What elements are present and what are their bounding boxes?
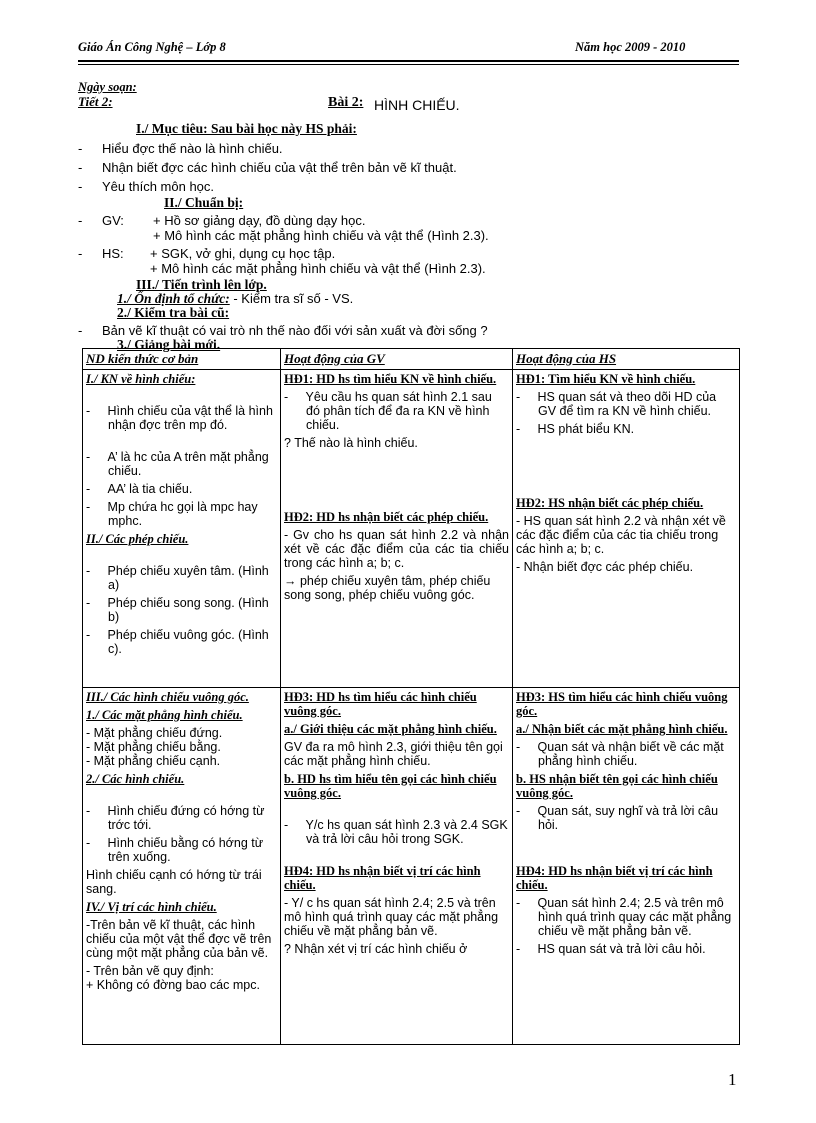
cell-heading: HĐ3: HS tìm hiểu các hình chiếu vuông góc. bbox=[516, 690, 728, 718]
table-row bbox=[83, 688, 740, 1045]
chuan-bi-heading: II./ Chuẩn bị: bbox=[164, 195, 244, 210]
hs-item: + Mô hình các mặt phẳng hình chiếu và vật thể (Hình 2.3). bbox=[150, 261, 486, 276]
hs-row: - HS: + SGK, vở ghi, dụng cụ học tập. bbox=[78, 246, 336, 261]
list-item: - HS quan sát và trả lời câu hỏi. bbox=[516, 942, 706, 956]
cell-heading: HĐ2: HD hs nhận biết các phép chiếu. bbox=[284, 510, 489, 524]
paragraph: GV đa ra mô hình 2.3, giới thiệu tên gọi các mặt phẳng hình chiếu. bbox=[284, 740, 503, 768]
cell-heading: b. HS nhận biết tên gọi các hình chiếu vuông góc. bbox=[516, 772, 718, 800]
header-right: Năm học 2009 - 2010 bbox=[575, 40, 686, 54]
list-item: - Quan sát hình 2.4; 2.5 và trên mô hình quá trình quay các mặt phẳng chiếu về mặt phẳng bản vẽ. bbox=[516, 896, 732, 938]
line-item: - Mặt phẳng chiếu đứng. bbox=[86, 726, 223, 740]
paragraph: - Trên bản vẽ quy định: bbox=[86, 964, 214, 978]
cell-heading: IV./ Vị trí các hình chiếu. bbox=[86, 900, 217, 914]
cell-heading: a./ Nhận biết các mặt phẳng hình chiếu. bbox=[516, 722, 728, 736]
list-item: - Hình chiếu của vật thể là hình nhận đợc trên mp đó. bbox=[86, 404, 273, 432]
kiem-tra-heading: 2./ Kiểm tra bài cũ: bbox=[117, 305, 230, 320]
list-item: - Phép chiếu vuông góc. (Hình c). bbox=[86, 628, 269, 656]
col-header: ND kiến thức cơ bản bbox=[83, 349, 281, 370]
cell-heading: HĐ4: HD hs nhận biết vị trí các hình chiếu. bbox=[284, 864, 481, 892]
cell-heading: I./ KN về hình chiếu: bbox=[86, 372, 196, 386]
gv-item: + Mô hình các mặt phẳng hình chiếu và vật thể (Hình 2.3). bbox=[153, 228, 489, 243]
list-item: - Hình chiếu bằng có hớng từ trên xuống. bbox=[86, 836, 264, 864]
on-dinh-row: 1./ Ổn định tổ chức: - Kiểm tra sĩ số - VS. bbox=[117, 291, 354, 306]
list-item: - A’ là hc của A trên mặt phẳng chiếu. bbox=[86, 450, 269, 478]
lesson-table bbox=[82, 348, 740, 1045]
cell-hoat-dong-hs bbox=[513, 688, 740, 1045]
paragraph: Hình chiếu cạnh có hớng từ trái sang. bbox=[86, 868, 262, 896]
col-header: Hoạt động của HS bbox=[513, 349, 740, 370]
paragraph: ? Nhận xét vị trí các hình chiếu ở bbox=[284, 942, 468, 956]
muc-tieu-item: - Yêu thích môn học. bbox=[78, 179, 215, 194]
ngay-soan: Ngày soạn: bbox=[78, 80, 137, 94]
cell-heading: HĐ4: HD hs nhận biết vị trí các hình chiếu. bbox=[516, 864, 713, 892]
cell-heading: a./ Giới thiệu các mặt phẳng hình chiếu. bbox=[284, 722, 497, 736]
paragraph: + Không có đờng bao các mpc. bbox=[86, 978, 260, 992]
paragraph: - Y/ c hs quan sát hình 2.4; 2.5 và trên mô hình quá trình quay các mặt phẳng chiếu về mặt phẳng bản vẽ. bbox=[284, 896, 499, 938]
cell-heading: b. HD hs tìm hiểu tên gọi các hình chiếu vuông góc. bbox=[284, 772, 497, 800]
line-item: - Mặt phẳng chiếu cạnh. bbox=[86, 754, 221, 768]
cell-noi-dung bbox=[83, 370, 281, 688]
gv-row: - GV: + Hồ sơ giảng dạy, đồ dùng dạy học. bbox=[78, 213, 366, 228]
list-item: - Quan sát, suy nghĩ và trả lời câu hỏi. bbox=[516, 804, 719, 832]
cell-heading: HĐ3: HD hs tìm hiểu các hình chiếu vuông góc. bbox=[284, 690, 477, 718]
list-item: - HS phát biểu KN. bbox=[516, 422, 635, 436]
kiem-tra-item: - Bản vẽ kĩ thuật có vai trò nh thế nào đối với sản xuất và đời sống ? bbox=[78, 323, 488, 338]
paragraph: → phép chiếu xuyên tâm, phép chiếu song song, phép chiếu vuông góc. bbox=[284, 574, 491, 602]
giang-bai-heading: 3./ Giảng bài mới. bbox=[117, 337, 221, 352]
list-item: - Phép chiếu xuyên tâm. (Hình a) bbox=[86, 564, 269, 592]
table-header-row bbox=[83, 349, 740, 370]
cell-heading: HĐ1: Tìm hiểu KN về hình chiếu. bbox=[516, 372, 696, 386]
paragraph: - Nhận biết đợc các phép chiếu. bbox=[516, 560, 694, 574]
paragraph: - Gv cho hs quan sát hình 2.2 và nhận xét về các đặc điểm của các tia chiếu trong các hình a; b; c. bbox=[284, 528, 509, 570]
cell-heading: 1./ Các mặt phẳng hình chiếu. bbox=[86, 708, 243, 722]
header-left: Giáo Án Công Nghệ – Lớp 8 bbox=[78, 40, 226, 54]
list-item: - Yêu cầu hs quan sát hình 2.1 sau đó phân tích để đa ra KN về hình chiếu. bbox=[284, 390, 492, 432]
cell-hoat-dong-gv bbox=[281, 688, 513, 1045]
page-number: 1 bbox=[728, 1070, 737, 1089]
tiet-label: Tiết 2: bbox=[78, 94, 113, 109]
cell-heading: HĐ1: HD hs tìm hiểu KN về hình chiếu. bbox=[284, 372, 497, 386]
arrow-right-icon: → bbox=[284, 574, 297, 588]
paragraph: -Trên bản vẽ kĩ thuật, các hình chiếu của một vật thể đợc vẽ trên cùng một mặt phẳng của bản vẽ. bbox=[86, 918, 272, 960]
question-line: ? Thế nào là hình chiếu. bbox=[284, 436, 418, 450]
header-rule-thick bbox=[78, 60, 739, 62]
table-row bbox=[83, 370, 740, 688]
header-rule-thin bbox=[78, 64, 739, 65]
bai-title: HÌNH CHIẾU. bbox=[374, 97, 460, 113]
paragraph: - HS quan sát hình 2.2 và nhận xét về các đặc điểm của các tia chiếu trong các hình a; b; c. bbox=[516, 514, 726, 556]
cell-heading: II./ Các phép chiếu. bbox=[86, 532, 189, 546]
tien-trinh-heading: III./ Tiến trình lên lớp. bbox=[136, 277, 267, 292]
muc-tieu-item: - Hiểu đợc thế nào là hình chiếu. bbox=[78, 141, 283, 156]
cell-heading: HĐ2: HS nhận biết các phép chiếu. bbox=[516, 496, 704, 510]
cell-noi-dung bbox=[83, 688, 281, 1045]
bai-label: Bài 2: bbox=[328, 95, 364, 110]
list-item: - Phép chiếu song song. (Hình b) bbox=[86, 596, 269, 624]
list-item: - Mp chứa hc gọi là mpc hay mphc. bbox=[86, 500, 258, 528]
line-item: - Mặt phẳng chiếu bằng. bbox=[86, 740, 221, 754]
list-item: - HS quan sát và theo dõi HD của GV để tìm ra KN về hình chiếu. bbox=[516, 390, 717, 418]
list-item: - Hình chiếu đứng có hớng từ trớc tới. bbox=[86, 804, 265, 832]
col-header: Hoạt động của GV bbox=[281, 349, 513, 370]
cell-hoat-dong-hs bbox=[513, 370, 740, 688]
muc-tieu-item: - Nhận biết đợc các hình chiếu của vật thể trên bản vẽ kĩ thuật. bbox=[78, 160, 457, 175]
cell-hoat-dong-gv bbox=[281, 370, 513, 688]
list-item: - Y/c hs quan sát hình 2.3 và 2.4 SGK và trả lời câu hỏi trong SGK. bbox=[284, 818, 508, 846]
list-item: - AA’ là tia chiếu. bbox=[86, 482, 193, 496]
muc-tieu-heading: I./ Mục tiêu: Sau bài học này HS phải: bbox=[136, 121, 357, 136]
cell-heading: III./ Các hình chiếu vuông góc. bbox=[86, 690, 249, 704]
list-item: - Quan sát và nhận biết về các mặt phẳng hình chiếu. bbox=[516, 740, 724, 768]
cell-heading: 2./ Các hình chiếu. bbox=[86, 772, 185, 786]
